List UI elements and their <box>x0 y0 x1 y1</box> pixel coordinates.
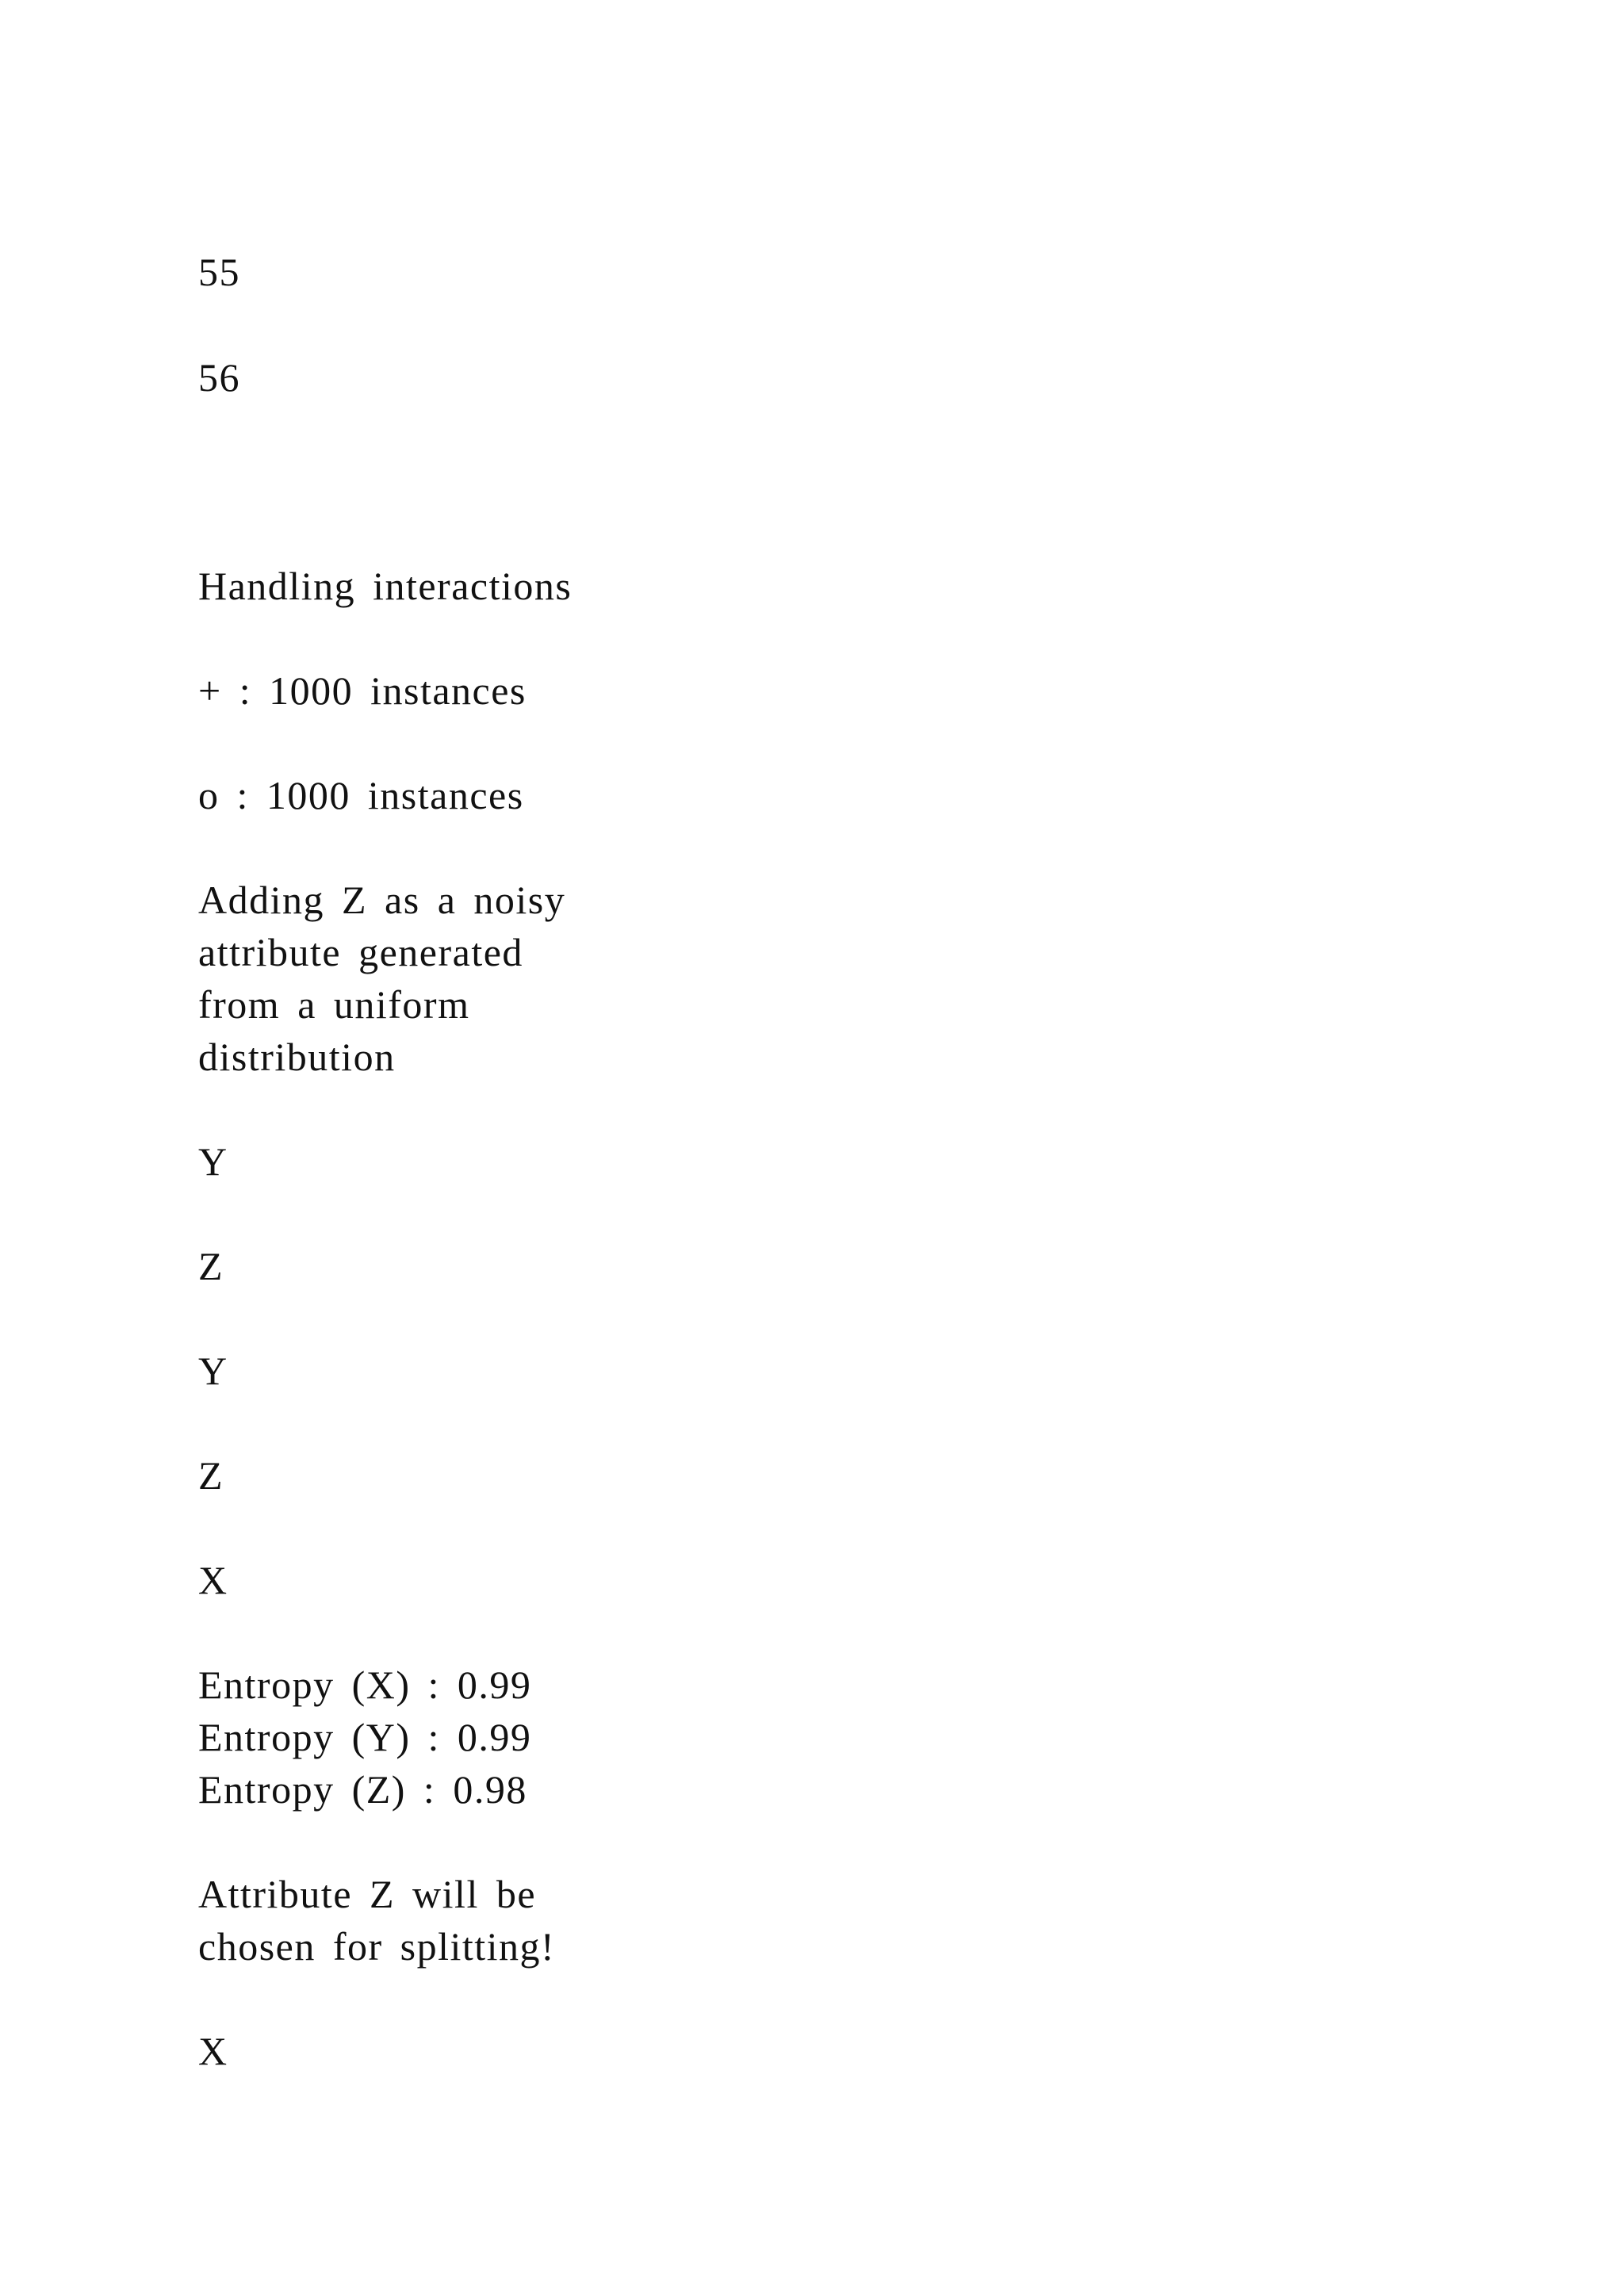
heading: Handling interactions <box>198 564 573 608</box>
entropy-line: Entropy (Y) : 0.99 <box>198 1715 532 1759</box>
page-number: 55 <box>198 250 240 294</box>
axis-label: X <box>198 1558 228 1602</box>
class-count-o: o : 1000 instances <box>198 773 524 817</box>
entropy-line: Entropy (X) : 0.99 <box>198 1663 532 1707</box>
axis-label: Z <box>198 1244 224 1288</box>
noise-note-line: attribute generated <box>198 930 523 974</box>
noise-note-line: from a uniform <box>198 982 470 1027</box>
entropy-line: Entropy (Z) : 0.98 <box>198 1767 527 1812</box>
noise-note-line: Adding Z as a noisy <box>198 878 566 922</box>
page-number: 56 <box>198 355 240 400</box>
axis-label: Y <box>198 1139 228 1184</box>
axis-label: Z <box>198 1453 224 1498</box>
class-count-plus: + : 1000 instances <box>198 668 527 713</box>
axis-label: X <box>198 2029 228 2073</box>
conclusion-line: chosen for splitting! <box>198 1924 556 1969</box>
axis-label: Y <box>198 1349 228 1393</box>
noise-note-line: distribution <box>198 1035 396 1079</box>
conclusion-line: Attribute Z will be <box>198 1872 537 1916</box>
